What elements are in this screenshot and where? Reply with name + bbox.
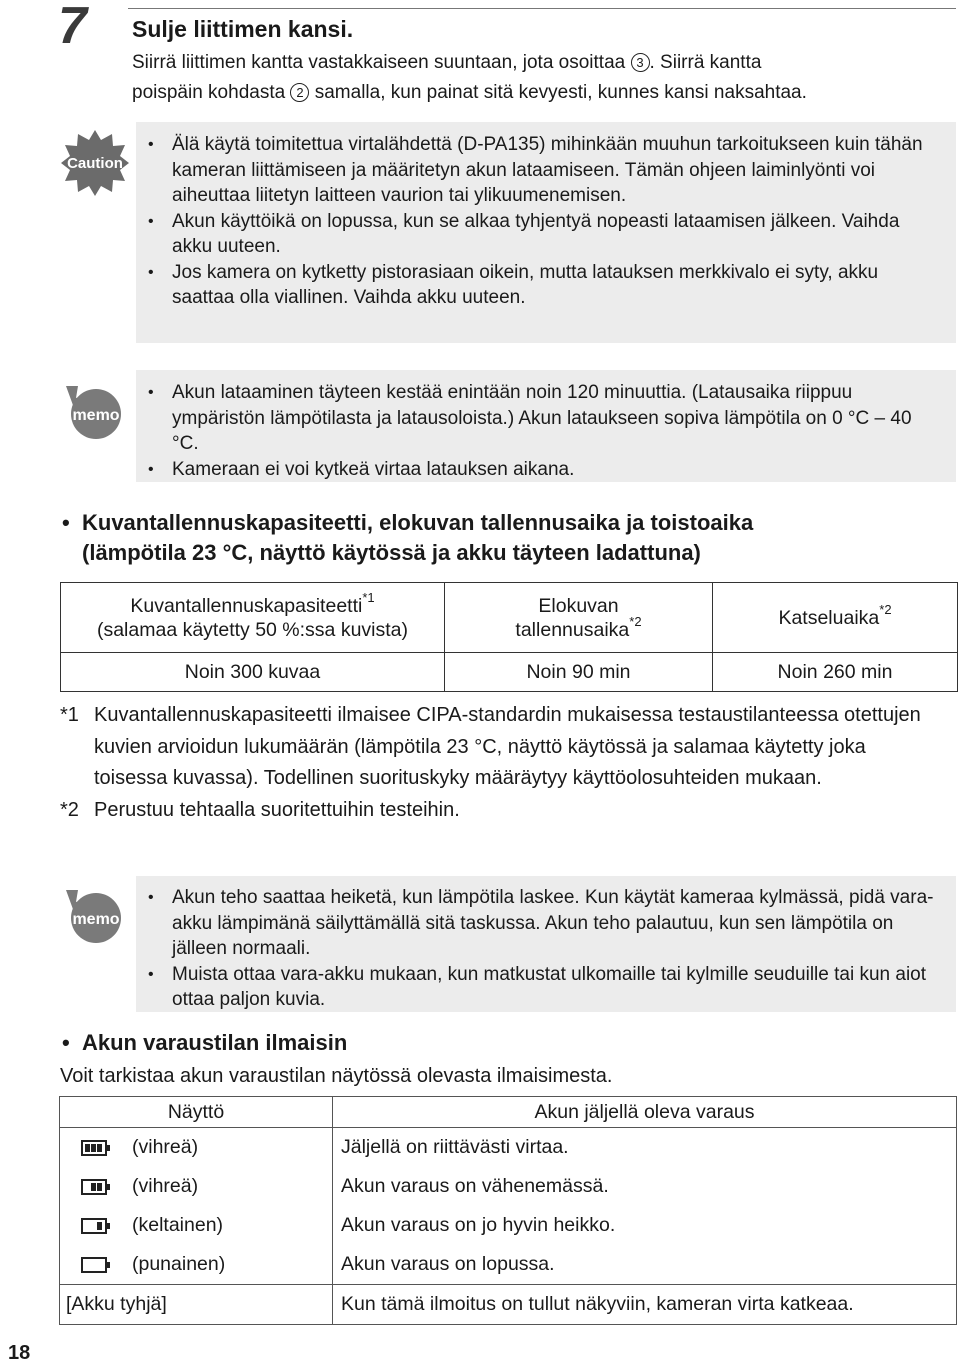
page-number: 18 bbox=[8, 1342, 31, 1364]
capacity-heading bbox=[62, 508, 942, 568]
footnote-key: *1 bbox=[60, 704, 79, 726]
battery-desc: Akun varaus on jo hyvin heikko. bbox=[333, 1206, 957, 1245]
step-text-part: . Siirrä kantta bbox=[649, 52, 762, 73]
battery-table bbox=[59, 1096, 957, 1325]
list-item: • Jos kamera on kytketty pistorasiaan oikein, mutta latauksen merkkivalo ei syty, akku saattaa olla viallinen. Vaihda akku uuteen. bbox=[136, 260, 926, 311]
memo-icon-label: memo bbox=[72, 407, 120, 424]
battery-color: (punainen) bbox=[132, 1245, 333, 1285]
capacity-table bbox=[60, 582, 958, 692]
battery-desc: Jäljellä on riittävästi virtaa. bbox=[333, 1128, 957, 1168]
battery-desc: Akun varaus on lopussa. bbox=[333, 1245, 957, 1285]
footnote-ref: *2 bbox=[879, 602, 892, 617]
footnote-key: *2 bbox=[60, 798, 79, 821]
step-text-part: poispäin kohdasta bbox=[132, 82, 291, 103]
header-text: (salamaa käytetty 50 %:ssa kuvista) bbox=[96, 618, 409, 641]
caution-list bbox=[136, 132, 926, 311]
battery-heading bbox=[62, 1028, 942, 1058]
heading-line: Akun varaustilan ilmaisin bbox=[82, 1030, 348, 1055]
bullet: • bbox=[62, 510, 70, 535]
list-item: • Älä käytä toimitettua virtalähdettä (D-PA135) mihinkään muuhun tarkoitukseen kuin tähän kameran liittämiseen ja määritetyn akun lataamiseen. Tämän ohjeen laiminlyönti voi aiheuttaa liitetyn laitteen vaurion tai ylikuumenemisen. bbox=[136, 132, 926, 209]
battery-intro: Voit tarkistaa akun varaustilan näytössä olevasta ilmaisimesta. bbox=[60, 1065, 613, 1087]
header-text: tallennusaika bbox=[515, 618, 630, 641]
footnote-text: Perustuu tehtaalla suoritettuihin testeihin. bbox=[94, 798, 460, 821]
table-header-playback bbox=[713, 583, 958, 653]
footnote bbox=[60, 795, 940, 827]
list-item: • Kameraan ei voi kytkeä virtaa latauksen aikana. bbox=[136, 457, 936, 483]
heading-line: (lämpötila 23 °C, näyttö käytössä ja akku täyteen ladattuna) bbox=[82, 540, 701, 565]
memo-list bbox=[136, 380, 936, 482]
battery-color: (vihreä) bbox=[132, 1167, 333, 1206]
list-item: • Akun käyttöikä on lopussa, kun se alkaa tyhjentyä nopeasti lataamisen jälkeen. Vaihda akku uuteen. bbox=[136, 209, 926, 260]
footnotes bbox=[60, 700, 940, 826]
memo-icon-label: memo bbox=[72, 911, 120, 928]
footnote-text: Kuvantallennuskapasiteetti ilmaisee CIPA-standardin mukaisessa testaustilanteessa otettujen kuvien arvioidun lukumäärän (lämpötila 23 °C, näyttö käytössä ja salamaa käytetty joka toisessa kuvassa). Todellinen suorituskyky määräytyy käyttöolosuhteiden mukaan. bbox=[94, 704, 921, 789]
step-number: 7 bbox=[58, 0, 85, 55]
header-text: Kuvantallennuskapasiteetti bbox=[130, 594, 363, 617]
table-cell: Noin 300 kuvaa bbox=[61, 653, 445, 692]
battery-color: (vihreä) bbox=[132, 1128, 333, 1168]
bullet: • bbox=[62, 1030, 70, 1055]
battery-two-thirds-icon bbox=[60, 1167, 133, 1206]
memo-list bbox=[136, 885, 936, 1013]
step-instructions bbox=[132, 48, 942, 108]
caution-icon bbox=[60, 128, 130, 198]
battery-desc: Kun tämä ilmoitus on tullut näkyviin, kameran virta katkeaa. bbox=[333, 1285, 957, 1325]
heading-line: Kuvantallennuskapasiteetti, elokuvan tallennusaika ja toistoaika bbox=[82, 510, 754, 535]
circled-number-2: 2 bbox=[290, 83, 309, 102]
battery-low-icon bbox=[60, 1206, 133, 1245]
step-divider bbox=[128, 8, 956, 9]
header-text: Katseluaika bbox=[778, 606, 880, 629]
table-header-remaining: Akun jäljellä oleva varaus bbox=[333, 1097, 957, 1128]
table-header-display: Näyttö bbox=[60, 1097, 333, 1128]
step-text-part: samalla, kun painat sitä kevyesti, kunnes kansi naksahtaa. bbox=[309, 82, 807, 103]
table-header-movie bbox=[445, 583, 713, 653]
table-cell: Noin 90 min bbox=[445, 653, 713, 692]
list-item: • Akun teho saattaa heiketä, kun lämpötila laskee. Kun käytät kameraa kylmässä, pidä vara-akku lämpimänä säilyttämällä sitä taskussa. Akun teho palautuu, kun sen lämpötila on jälleen normaali. bbox=[136, 885, 936, 962]
circled-number-3: 3 bbox=[631, 53, 650, 72]
table-header-capacity bbox=[61, 583, 445, 653]
battery-exhausted-label: [Akku tyhjä] bbox=[60, 1285, 333, 1325]
list-item: • Akun lataaminen täyteen kestää enintään noin 120 minuuttia. (Latausaika riippuu ympäristön lämpötilasta ja latausoloista.) Akun lataukseen sopiva lämpötila on 0 °C – 40 °C. bbox=[136, 380, 936, 457]
step-text-part: Siirrä liittimen kantta vastakkaiseen suuntaan, jota osoittaa bbox=[132, 52, 631, 73]
battery-full-icon bbox=[60, 1128, 133, 1168]
battery-color: (keltainen) bbox=[132, 1206, 333, 1245]
footnote bbox=[60, 700, 940, 795]
caution-icon-label: Caution bbox=[67, 155, 123, 172]
footnote-ref: *2 bbox=[629, 614, 642, 629]
list-item: • Muista ottaa vara-akku mukaan, kun matkustat ulkomaille tai kylmille seuduille tai kun aiot ottaa paljon kuvia. bbox=[136, 962, 936, 1013]
table-cell: Noin 260 min bbox=[713, 653, 958, 692]
battery-empty-icon bbox=[60, 1245, 133, 1285]
footnote-ref: *1 bbox=[362, 590, 375, 605]
step-title: Sulje liittimen kansi. bbox=[132, 16, 354, 42]
battery-desc: Akun varaus on vähenemässä. bbox=[333, 1167, 957, 1206]
header-text: Elokuvan bbox=[538, 594, 619, 617]
memo-icon bbox=[60, 886, 130, 956]
memo-icon bbox=[60, 382, 130, 452]
